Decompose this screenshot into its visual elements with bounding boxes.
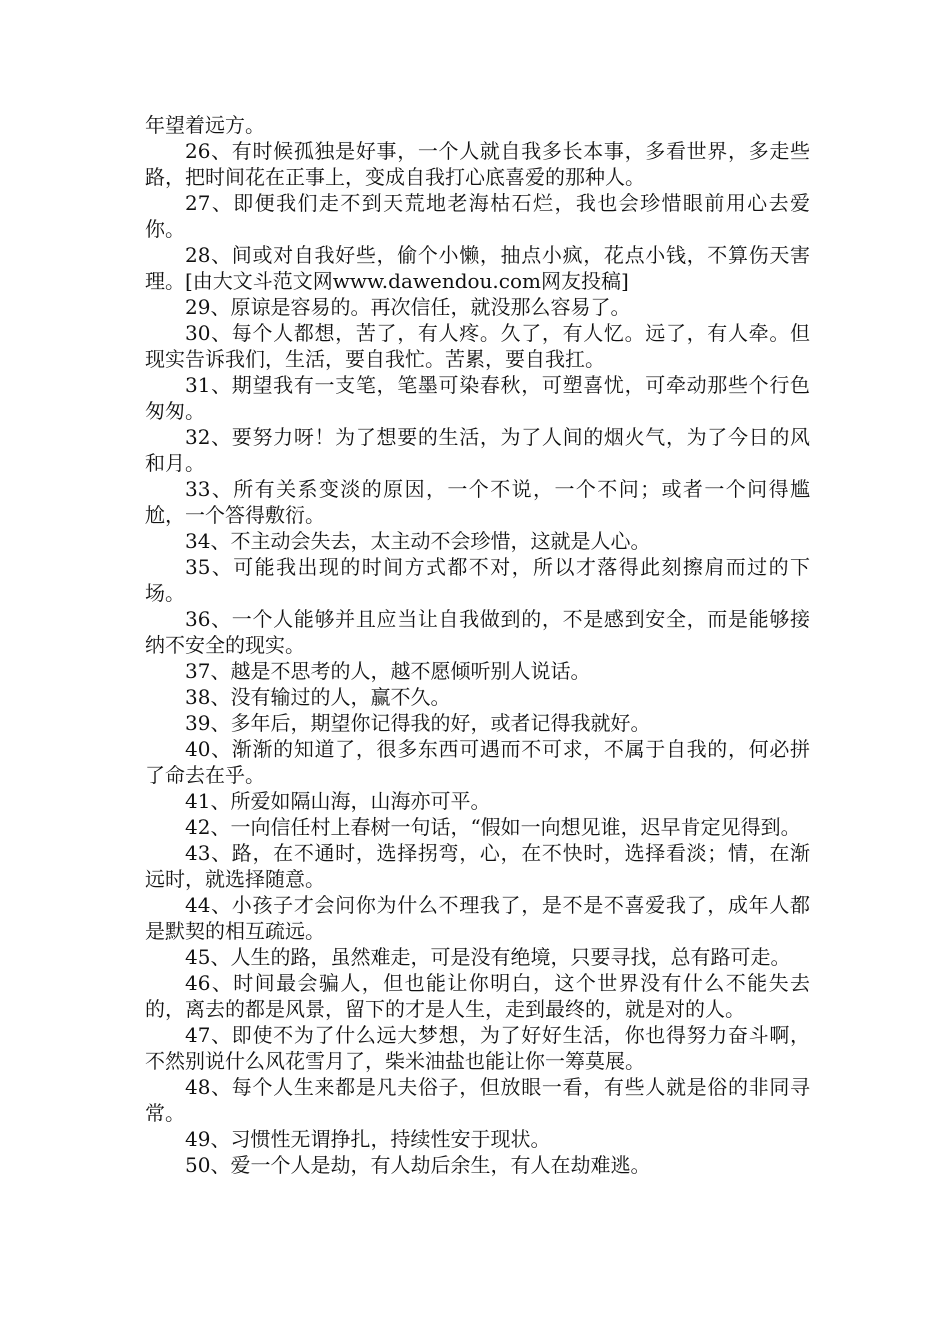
document-body: [145, 112, 810, 1178]
paragraph: 32、要努力呀！为了想要的生活，为了人间的烟火气，为了今日的风和月。: [145, 425, 810, 475]
paragraph: 38、没有输过的人，赢不久。: [185, 685, 451, 709]
paragraph: 49、习惯性无谓挣扎，持续性安于现状。: [185, 1127, 551, 1151]
paragraph: 34、不主动会失去，太主动不会珍惜，这就是人心。: [185, 529, 651, 553]
paragraph: 27、即便我们走不到天荒地老海枯石烂，我也会珍惜眼前用心去爱你。: [145, 191, 810, 241]
paragraph: 44、小孩子才会问你为什么不理我了，是不是不喜爱我了，成年人都是默契的相互疏远。: [145, 893, 810, 943]
paragraph: 33、所有关系变淡的原因，一个不说，一个不问；或者一个问得尴尬，一个答得敷衍。: [145, 477, 810, 527]
paragraph: 41、所爱如隔山海，山海亦可平。: [185, 789, 491, 813]
paragraph: 50、爱一个人是劫，有人劫后余生，有人在劫难逃。: [185, 1153, 651, 1177]
paragraph: 46、时间最会骗人，但也能让你明白，这个世界没有什么不能失去的，离去的都是风景，留下的才是人生，走到最终的，就是对的人。: [145, 971, 810, 1021]
paragraph: 47、即使不为了什么远大梦想，为了好好生活，你也得努力奋斗啊，不然别说什么风花雪月了，柴米油盐也能让你一筹莫展。: [145, 1023, 810, 1073]
paragraph: 39、多年后，期望你记得我的好，或者记得我就好。: [185, 711, 651, 735]
paragraph: 37、越是不思考的人，越不愿倾听别人说话。: [185, 659, 591, 683]
paragraph: 48、每个人生来都是凡夫俗子，但放眼一看，有些人就是俗的非同寻常。: [145, 1075, 810, 1125]
paragraph: 31、期望我有一支笔，笔墨可染春秋，可塑喜忧，可牵动那些个行色匆匆。: [145, 373, 810, 423]
paragraph: 30、每个人都想，苦了，有人疼。久了，有人忆。远了，有人牵。但现实告诉我们，生活，要自我忙。苦累，要自我扛。: [145, 321, 810, 371]
paragraph: 43、路，在不通时，选择拐弯，心，在不快时，选择看淡；情，在渐远时，就选择随意。: [145, 841, 810, 891]
paragraph: 35、可能我出现的时间方式都不对，所以才落得此刻擦肩而过的下场。: [145, 555, 810, 605]
paragraph: 45、人生的路，虽然难走，可是没有绝境，只要寻找，总有路可走。: [185, 945, 791, 969]
paragraph: 年望着远方。: [145, 113, 265, 137]
paragraph: 26、有时候孤独是好事，一个人就自我多长本事，多看世界，多走些路，把时间花在正事上，变成自我打心底喜爱的那种人。: [145, 139, 810, 189]
paragraph: 29、原谅是容易的。再次信任，就没那么容易了。: [185, 295, 631, 319]
paragraph: 28、间或对自我好些，偷个小懒，抽点小疯，花点小钱，不算伤天害理。[由大文斗范文网www.dawendou.com网友投稿]: [145, 243, 810, 293]
paragraph: 40、渐渐的知道了，很多东西可遇而不可求，不属于自我的，何必拼了命去在乎。: [145, 737, 810, 787]
paragraph: 42、一向信任村上春树一句话，“假如一向想见谁，迟早肯定见得到。: [185, 815, 801, 839]
paragraph: 36、一个人能够并且应当让自我做到的，不是感到安全，而是能够接纳不安全的现实。: [145, 607, 810, 657]
